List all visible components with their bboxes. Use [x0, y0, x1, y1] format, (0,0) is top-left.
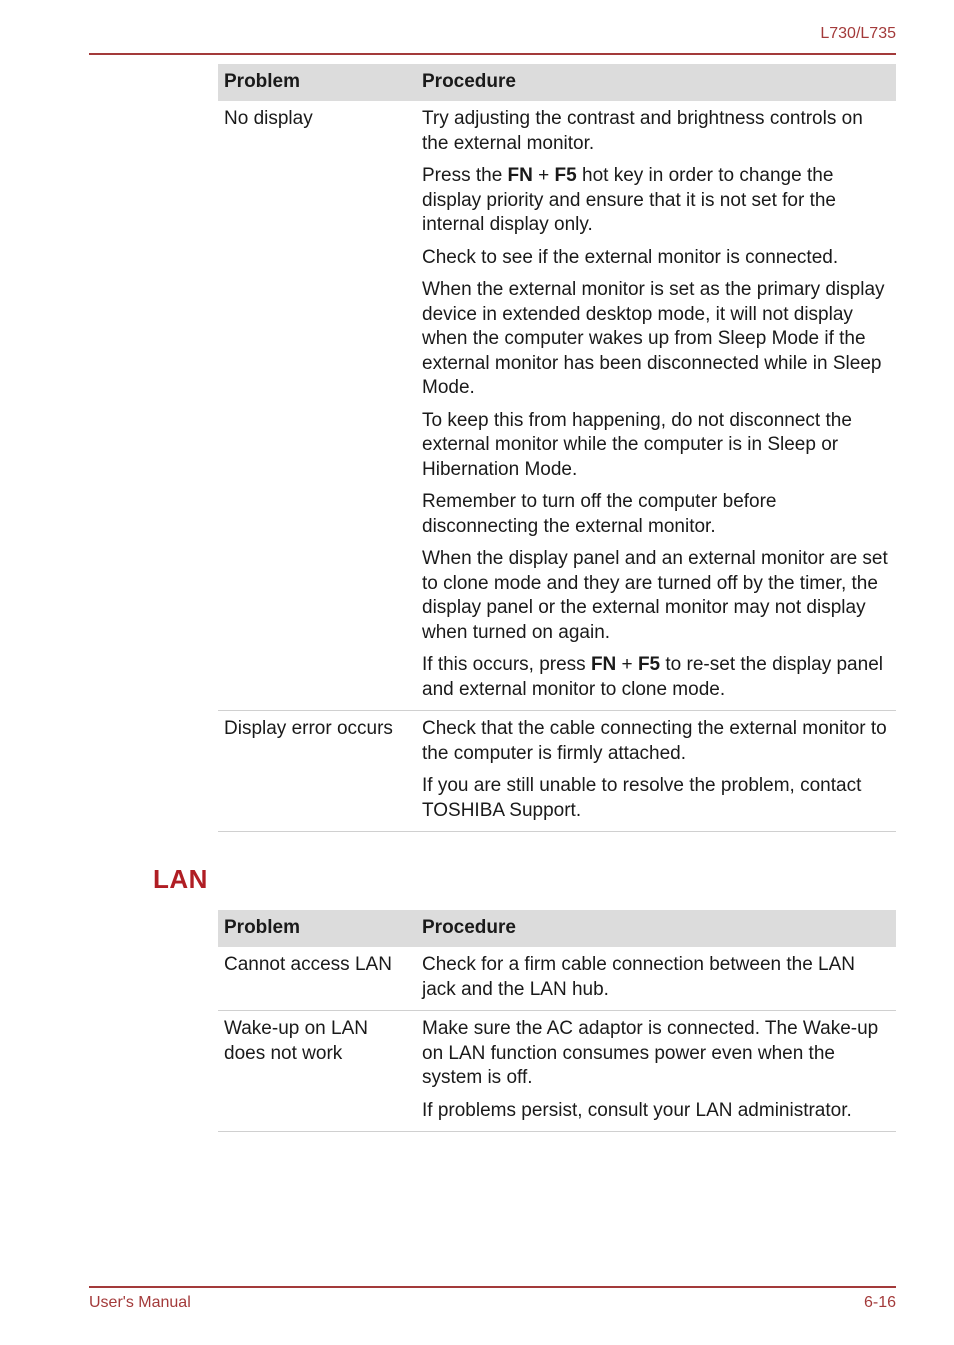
table-row: [218, 1011, 896, 1132]
procedure-paragraph: Check to see if the external monitor is connected.: [422, 246, 839, 268]
procedure-paragraph: When the display panel and an external monitor are set to clone mode and they are turned off by the timer, the display panel or the external monitor may not display when turned on again.: [422, 548, 888, 643]
procedure-cell: [422, 107, 896, 702]
key-label: FN: [507, 165, 533, 186]
text-run: +: [532, 165, 555, 186]
text-run: Press the: [422, 165, 508, 186]
text-run: to re-set the display panel and external monitor to clone mode.: [422, 654, 883, 700]
lan-section-heading: LAN: [153, 864, 208, 894]
procedure-paragraph: If problems persist, consult your LAN administrator.: [422, 1099, 852, 1121]
document-model-header: L730/L735: [820, 25, 896, 42]
problem-cell: Cannot access LAN: [224, 954, 392, 975]
footer-rule: [89, 1286, 896, 1288]
procedure-cell: [422, 953, 896, 1002]
procedure-paragraph: Check for a firm cable connection between the LAN jack and the LAN hub.: [422, 954, 856, 1000]
column-header-procedure: Procedure: [422, 917, 516, 939]
column-header-problem: Problem: [224, 917, 301, 939]
problem-cell: Display error occurs: [224, 718, 393, 739]
problem-cell: No display: [224, 108, 313, 129]
text-run: hot key in order to change the display priority and ensure that it is not set for the internal display only.: [422, 165, 836, 235]
problem-cell: Wake-up on LAN does not work: [224, 1018, 368, 1064]
table-row: [218, 711, 896, 832]
procedure-paragraph: Remember to turn off the computer before disconnecting the external monitor.: [422, 491, 777, 537]
column-header-problem: Problem: [224, 71, 301, 93]
key-label: FN: [590, 654, 617, 675]
procedure-cell: [422, 717, 896, 823]
header-rule: [89, 53, 896, 55]
key-label: F5: [637, 654, 661, 675]
procedure-paragraph: Make sure the AC adaptor is connected. The Wake-up on LAN function consumes power even when the system is off.: [422, 1018, 879, 1088]
procedure-paragraph: Try adjusting the contrast and brightness controls on the external monitor.: [422, 108, 863, 154]
text-run: If this occurs, press: [422, 654, 591, 675]
procedure-paragraph: [422, 164, 892, 238]
procedure-paragraph: Check that the cable connecting the external monitor to the computer is firmly attached.: [422, 718, 887, 764]
text-run: +: [616, 654, 638, 675]
procedure-cell: [422, 1017, 896, 1123]
table-row: [218, 101, 896, 711]
procedure-paragraph: [422, 653, 892, 702]
procedure-paragraph: If you are still unable to resolve the problem, contact TOSHIBA Support.: [422, 775, 862, 821]
table-row: [218, 947, 896, 1011]
column-header-procedure: Procedure: [422, 71, 516, 93]
lan-troubleshooting-table: [218, 910, 896, 1132]
table-header: [218, 64, 896, 101]
procedure-paragraph: When the external monitor is set as the primary display device in extended desktop mode, it will not display when the computer wakes up from Sleep Mode if the external monitor has been disconnected while in Sleep Mode.: [422, 279, 885, 398]
display-troubleshooting-table: [218, 64, 896, 832]
table-header: [218, 910, 896, 947]
footer-manual-title: User's Manual: [89, 1294, 191, 1311]
footer-page-number: 6-16: [863, 1294, 896, 1311]
key-label: F5: [554, 165, 577, 186]
procedure-paragraph: To keep this from happening, do not disconnect the external monitor while the computer is in Sleep or Hibernation Mode.: [422, 409, 852, 480]
